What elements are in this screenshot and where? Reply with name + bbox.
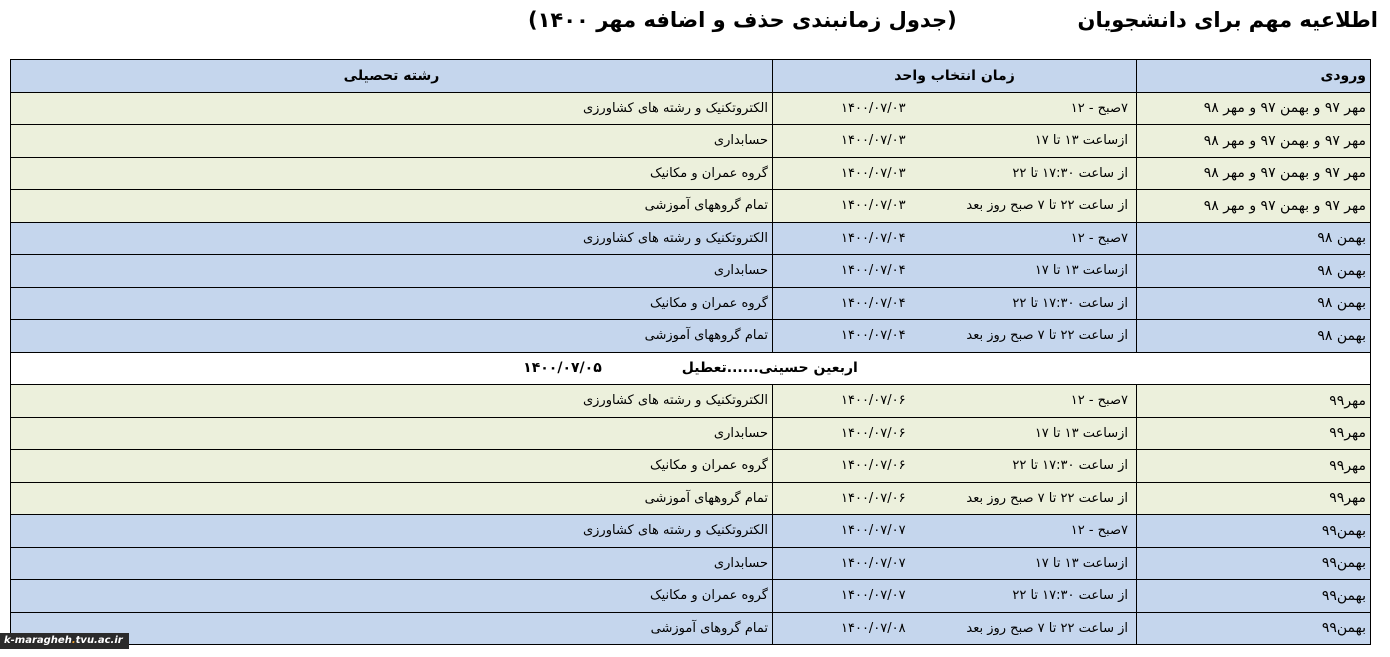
table-row [11,222,1371,255]
holiday-cell [11,352,1371,385]
field-cell: حسابداری [11,417,773,450]
time-range: ۷صبح - ۱۲ [1070,100,1128,116]
date-value: ۱۴۰۰/۰۷/۰۴ [841,263,906,279]
table-row [11,612,1371,645]
table-row [11,547,1371,580]
holiday-label: اربعین حسینی......تعطیل [681,360,858,377]
time-cell [773,450,1137,483]
date-value: ۱۴۰۰/۰۷/۰۸ [841,620,906,636]
entry-cell: بهمن۹۹ [1137,580,1371,613]
date-value: ۱۴۰۰/۰۷/۰۳ [841,165,906,181]
entry-cell: بهمن ۹۸ [1137,320,1371,353]
field-cell: تمام گروهای آموزشی [11,612,773,645]
table-row [11,287,1371,320]
entry-cell: بهمن۹۹ [1137,515,1371,548]
field-cell: الکتروتکنیک و رشته های کشاورزی [11,92,773,125]
field-cell: حسابداری [11,125,773,158]
field-cell: الکتروتکنیک و رشته های کشاورزی [11,385,773,418]
time-range: ازساعت ۱۳ تا ۱۷ [1034,263,1128,279]
time-cell [773,580,1137,613]
entry-cell: بهمن ۹۸ [1137,287,1371,320]
time-range: از ساعت ۱۷:۳۰ تا ۲۲ [1012,458,1128,474]
holiday-date: ۱۴۰۰/۰۷/۰۵ [523,360,602,377]
time-range: ازساعت ۱۳ تا ۱۷ [1034,555,1128,571]
time-range: ازساعت ۱۳ تا ۱۷ [1034,133,1128,149]
date-value: ۱۴۰۰/۰۷/۰۴ [841,328,906,344]
table-row [11,125,1371,158]
date-value: ۱۴۰۰/۰۷/۰۴ [841,295,906,311]
date-value: ۱۴۰۰/۰۷/۰۶ [841,490,906,506]
time-cell [773,157,1137,190]
time-range: از ساعت ۲۲ تا ۷ صبح روز بعد [966,328,1128,344]
field-cell: الکتروتکنیک و رشته های کشاورزی [11,515,773,548]
site-watermark: k-maragheh.tvu.ac.ir [0,633,129,649]
time-range: ازساعت ۱۳ تا ۱۷ [1034,425,1128,441]
time-range: ۷صبح - ۱۲ [1070,393,1128,409]
date-value: ۱۴۰۰/۰۷/۰۶ [841,458,906,474]
entry-cell: بهمن۹۹ [1137,612,1371,645]
time-cell [773,125,1137,158]
entry-cell: بهمن ۹۸ [1137,222,1371,255]
entry-cell: بهمن۹۹ [1137,547,1371,580]
entry-cell: مهر۹۹ [1137,385,1371,418]
time-cell [773,320,1137,353]
entry-cell: مهر ۹۷ و بهمن ۹۷ و مهر ۹۸ [1137,190,1371,223]
table-body [11,92,1371,645]
field-cell: تمام گروههای آموزشی [11,482,773,515]
date-value: ۱۴۰۰/۰۷/۰۳ [841,100,906,116]
field-cell: گروه عمران و مکانیک [11,157,773,190]
date-value: ۱۴۰۰/۰۷/۰۷ [841,555,906,571]
field-cell: الکتروتکنیک و رشته های کشاورزی [11,222,773,255]
table-row [11,450,1371,483]
column-header-field: رشته تحصیلی [11,60,773,93]
time-range: از ساعت ۱۷:۳۰ تا ۲۲ [1012,165,1128,181]
page-subtitle: (جدول زمانبندی حذف و اضافه مهر ۱۴۰۰) [528,8,957,32]
table-row [11,515,1371,548]
entry-cell: مهر ۹۷ و بهمن ۹۷ و مهر ۹۸ [1137,157,1371,190]
schedule-table [10,59,1371,645]
time-range: از ساعت ۲۲ تا ۷ صبح روز بعد [966,620,1128,636]
time-cell [773,255,1137,288]
holiday-row [11,352,1371,385]
field-cell: تمام گروههای آموزشی [11,320,773,353]
field-cell: حسابداری [11,255,773,288]
time-cell [773,92,1137,125]
entry-cell: مهر۹۹ [1137,482,1371,515]
time-cell [773,612,1137,645]
entry-cell: مهر ۹۷ و بهمن ۹۷ و مهر ۹۸ [1137,125,1371,158]
time-range: از ساعت ۲۲ تا ۷ صبح روز بعد [966,198,1128,214]
column-header-entry: ورودی [1137,60,1371,93]
date-value: ۱۴۰۰/۰۷/۰۳ [841,198,906,214]
field-cell: حسابداری [11,547,773,580]
time-range: ۷صبح - ۱۲ [1070,230,1128,246]
time-cell [773,385,1137,418]
page-title: اطلاعیه مهم برای دانشجویان [1077,8,1378,32]
field-cell: تمام گروههای آموزشی [11,190,773,223]
time-cell [773,222,1137,255]
time-cell [773,190,1137,223]
field-cell: گروه عمران و مکانیک [11,287,773,320]
table-row [11,190,1371,223]
time-range: ۷صبح - ۱۲ [1070,523,1128,539]
table-row [11,580,1371,613]
time-cell [773,515,1137,548]
entry-cell: بهمن ۹۸ [1137,255,1371,288]
date-value: ۱۴۰۰/۰۷/۰۶ [841,425,906,441]
entry-cell: مهر۹۹ [1137,450,1371,483]
table-row [11,385,1371,418]
field-cell: گروه عمران و مکانیک [11,580,773,613]
time-range: از ساعت ۲۲ تا ۷ صبح روز بعد [966,490,1128,506]
entry-cell: مهر۹۹ [1137,417,1371,450]
column-header-time: زمان انتخاب واحد [773,60,1137,93]
table-row [11,255,1371,288]
time-range: از ساعت ۱۷:۳۰ تا ۲۲ [1012,588,1128,604]
time-range: از ساعت ۱۷:۳۰ تا ۲۲ [1012,295,1128,311]
table-row [11,482,1371,515]
entry-cell: مهر ۹۷ و بهمن ۹۷ و مهر ۹۸ [1137,92,1371,125]
time-cell [773,482,1137,515]
time-cell [773,547,1137,580]
table-header-row [11,60,1371,93]
time-cell [773,287,1137,320]
time-cell [773,417,1137,450]
date-value: ۱۴۰۰/۰۷/۰۷ [841,523,906,539]
date-value: ۱۴۰۰/۰۷/۰۴ [841,230,906,246]
table-row [11,157,1371,190]
table-row [11,417,1371,450]
date-value: ۱۴۰۰/۰۷/۰۳ [841,133,906,149]
table-row [11,320,1371,353]
date-value: ۱۴۰۰/۰۷/۰۷ [841,588,906,604]
table-row [11,92,1371,125]
field-cell: گروه عمران و مکانیک [11,450,773,483]
date-value: ۱۴۰۰/۰۷/۰۶ [841,393,906,409]
